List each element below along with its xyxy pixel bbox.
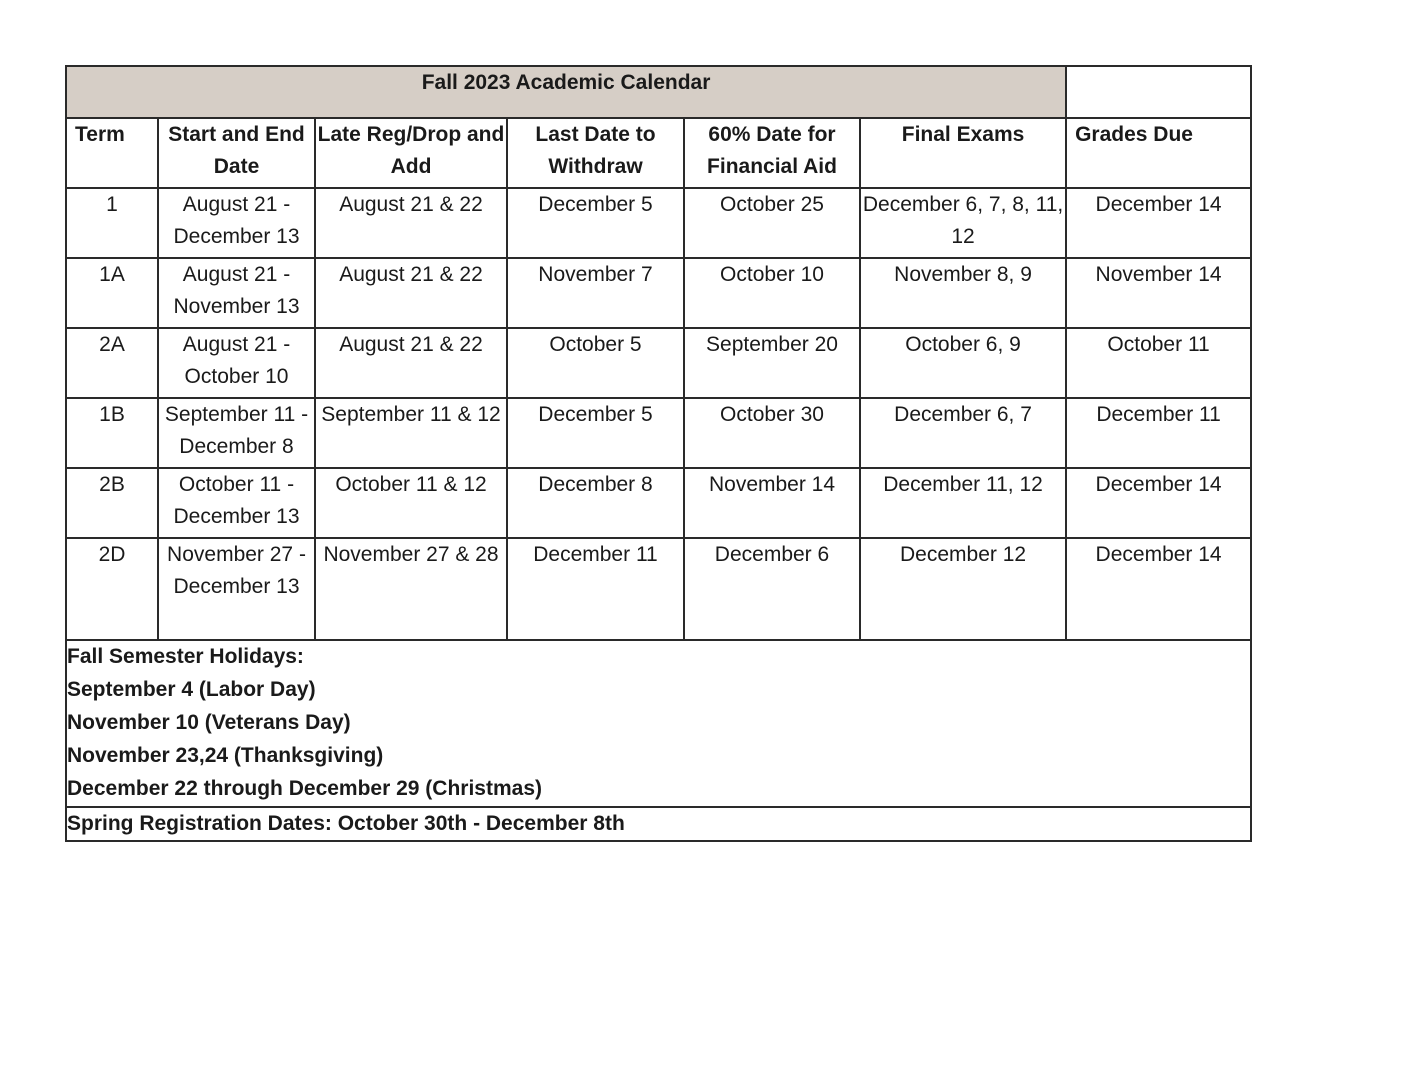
table-row: [66, 468, 1251, 538]
start-end-cell: August 21 - November 13: [158, 258, 315, 328]
withdraw-cell: December 5: [507, 398, 684, 468]
start-end-cell: November 27 - December 13: [158, 538, 315, 640]
start-end-cell: September 11 - December 8: [158, 398, 315, 468]
late-reg-cell: August 21 & 22: [315, 188, 507, 258]
grades-due-cell: December 14: [1066, 538, 1251, 640]
calendar-title: Fall 2023 Academic Calendar: [66, 66, 1066, 118]
header-late-reg: Late Reg/Drop and Add: [315, 118, 507, 188]
table-row: [66, 188, 1251, 258]
holiday-item: November 23,24 (Thanksgiving): [67, 744, 384, 767]
grades-due-cell: December 14: [1066, 468, 1251, 538]
spring-registration: Spring Registration Dates: October 30th - December 8th: [66, 807, 1251, 841]
start-end-cell: August 21 - October 10: [158, 328, 315, 398]
term-cell: 2A: [66, 328, 158, 398]
financial-aid-cell: October 30: [684, 398, 860, 468]
holidays-cell: [66, 640, 1251, 807]
term-cell: 1B: [66, 398, 158, 468]
withdraw-cell: December 5: [507, 188, 684, 258]
grades-due-cell: October 11: [1066, 328, 1251, 398]
late-reg-cell: November 27 & 28: [315, 538, 507, 640]
financial-aid-cell: September 20: [684, 328, 860, 398]
final-exams-cell: December 6, 7: [860, 398, 1066, 468]
academic-calendar-table: [65, 65, 1252, 842]
final-exams-cell: November 8, 9: [860, 258, 1066, 328]
late-reg-cell: September 11 & 12: [315, 398, 507, 468]
grades-due-cell: December 11: [1066, 398, 1251, 468]
withdraw-cell: December 8: [507, 468, 684, 538]
financial-aid-cell: November 14: [684, 468, 860, 538]
header-withdraw: Last Date to Withdraw: [507, 118, 684, 188]
withdraw-cell: October 5: [507, 328, 684, 398]
start-end-cell: August 21 - December 13: [158, 188, 315, 258]
title-row: [66, 66, 1251, 118]
withdraw-cell: November 7: [507, 258, 684, 328]
holidays-heading: Fall Semester Holidays:: [67, 645, 304, 668]
header-financial-aid: 60% Date for Financial Aid: [684, 118, 860, 188]
financial-aid-cell: December 6: [684, 538, 860, 640]
final-exams-cell: October 6, 9: [860, 328, 1066, 398]
table-row: [66, 328, 1251, 398]
header-row: [66, 118, 1251, 188]
holiday-item: December 22 through December 29 (Christmas): [67, 777, 542, 800]
late-reg-cell: October 11 & 12: [315, 468, 507, 538]
term-cell: 2B: [66, 468, 158, 538]
grades-due-cell: December 14: [1066, 188, 1251, 258]
header-term: Term: [66, 118, 158, 188]
final-exams-cell: December 11, 12: [860, 468, 1066, 538]
term-cell: 2D: [66, 538, 158, 640]
holiday-item: November 10 (Veterans Day): [67, 711, 351, 734]
header-grades-due: Grades Due: [1066, 118, 1251, 188]
withdraw-cell: December 11: [507, 538, 684, 640]
financial-aid-cell: October 10: [684, 258, 860, 328]
late-reg-cell: August 21 & 22: [315, 328, 507, 398]
final-exams-cell: December 12: [860, 538, 1066, 640]
table-row: [66, 398, 1251, 468]
header-start-end: Start and End Date: [158, 118, 315, 188]
term-cell: 1A: [66, 258, 158, 328]
term-cell: 1: [66, 188, 158, 258]
grades-due-cell: November 14: [1066, 258, 1251, 328]
title-empty-cell: [1066, 66, 1251, 118]
holidays-row: [66, 640, 1251, 807]
header-final-exams: Final Exams: [860, 118, 1066, 188]
holiday-item: September 4 (Labor Day): [67, 678, 316, 701]
table-row: [66, 538, 1251, 640]
table-row: [66, 258, 1251, 328]
spring-registration-row: [66, 807, 1251, 841]
financial-aid-cell: October 25: [684, 188, 860, 258]
late-reg-cell: August 21 & 22: [315, 258, 507, 328]
start-end-cell: October 11 - December 13: [158, 468, 315, 538]
final-exams-cell: December 6, 7, 8, 11, 12: [860, 188, 1066, 258]
